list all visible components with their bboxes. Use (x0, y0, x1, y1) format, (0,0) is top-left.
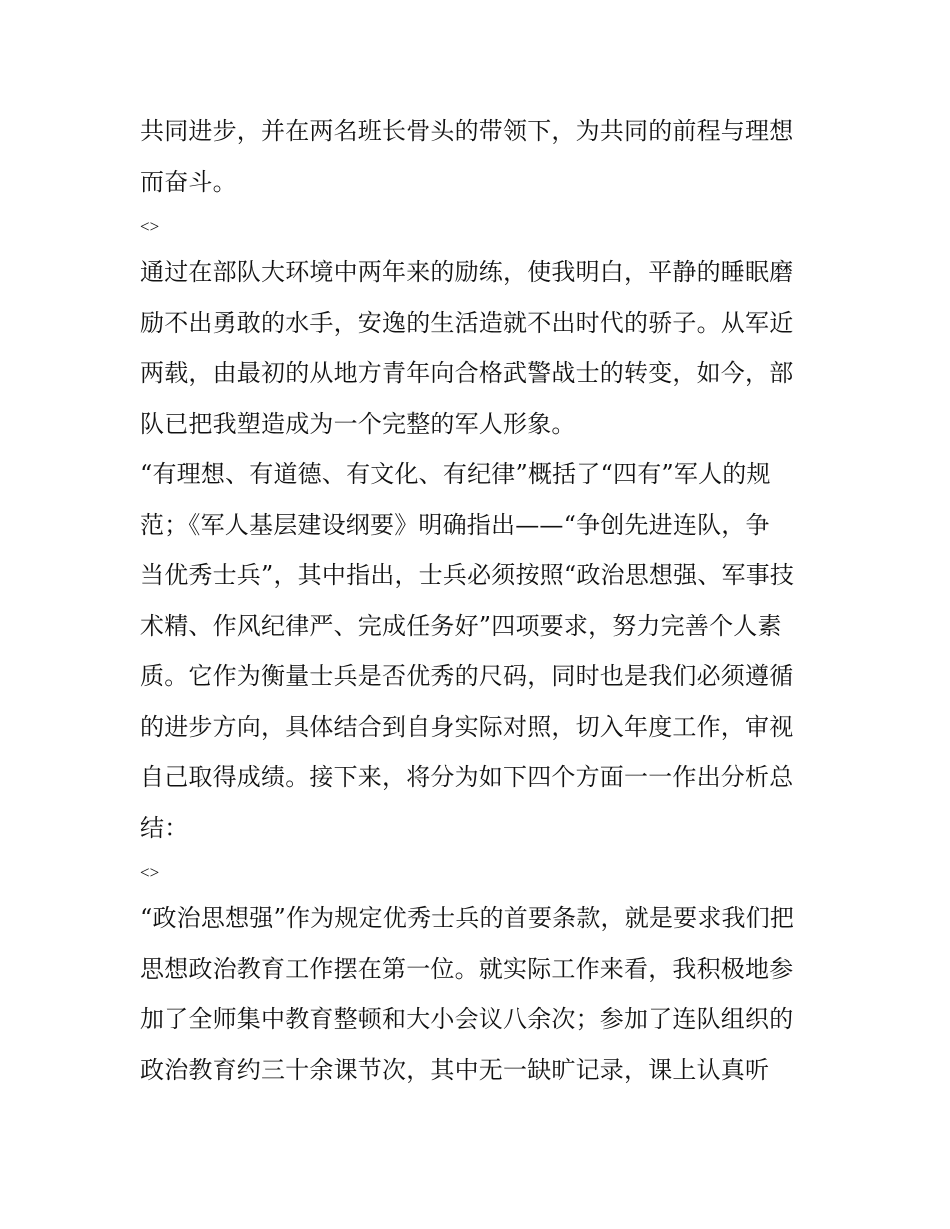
text-line: 范；《军人基层建设纲要》明确指出——“争创先进连队，争 (140, 510, 770, 539)
text-line: “政治思想强”作为规定优秀士兵的首要条款，就是要求我们把 (140, 904, 795, 932)
section-marker: <> (140, 217, 160, 236)
text-line: 励不出勇敢的水手，安逸的生活造就不出时代的骄子。从军近 (140, 308, 794, 337)
text-line: 共同进步，并在两名班长骨头的带领下，为共同的前程与理想 (140, 117, 794, 145)
text-line: 思想政治教育工作摆在第一位。就实际工作来看，我积极地参 (140, 954, 794, 983)
paragraph-political-thought (140, 893, 812, 1095)
section-marker: <> (140, 863, 160, 882)
text-line: 自己取得成绩。接下来，将分为如下四个方面一一作出分析总 (140, 763, 794, 791)
text-line: 质。它作为衡量士兵是否优秀的尺码，同时也是我们必须遵循 (140, 662, 794, 690)
text-line: 政治教育约三十余课节次，其中无一缺旷记录，课上认真听 (140, 1055, 770, 1084)
document-body (140, 106, 812, 1095)
text-line: 术精、作风纪律严、完成任务好”四项要求，努力完善个人素 (140, 611, 782, 640)
text-line: 通过在部队大环境中两年来的励练，使我明白，平静的睡眠磨 (140, 258, 794, 286)
paragraph-four-requirements (140, 449, 812, 853)
text-line: 两载，由最初的从地方青年向合格武警战士的转变，如今，部 (140, 359, 794, 387)
paragraph-continuation (140, 106, 812, 207)
text-line: 而奋斗。 (140, 167, 237, 196)
text-line: “有理想、有道德、有文化、有纪律”概括了“四有”军人的规 (140, 460, 771, 488)
paragraph-army-training (140, 247, 812, 449)
text-line: 队已把我塑造成为一个完整的军人形象。 (140, 409, 576, 438)
text-line: 结： (140, 813, 189, 842)
text-line: 当优秀士兵”，其中指出，士兵必须按照“政治思想强、军事技 (140, 561, 795, 589)
text-line: 的进步方向，具体结合到自身实际对照，切入年度工作，审视 (140, 712, 794, 741)
text-line: 加了全师集中教育整顿和大小会议八余次；参加了连队组织的 (140, 1005, 794, 1033)
